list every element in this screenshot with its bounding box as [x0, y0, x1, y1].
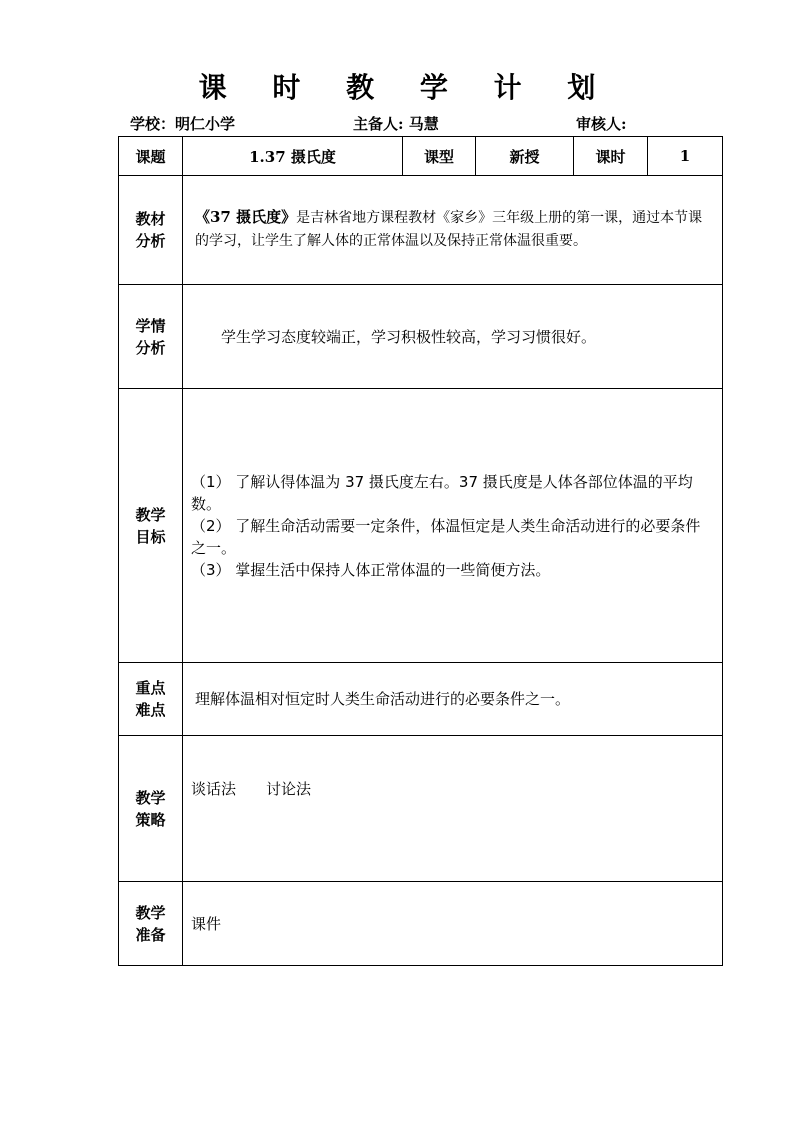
- preparation-row: [119, 882, 723, 966]
- keypoints-row: [119, 663, 723, 736]
- lesson-plan-table: [118, 136, 723, 966]
- page-title: 课 时 教 学 计 划: [198, 71, 614, 104]
- goal-item-1: （1） 了解认得体温为 37 摄氏度左右。37 摄氏度是人体各部位体温的平均数。: [191, 472, 693, 513]
- students-row: [119, 285, 723, 389]
- goals-content: [183, 389, 723, 663]
- reviewer-field: 审核人:: [576, 115, 627, 133]
- material-row: [119, 176, 723, 285]
- strategy-row: [119, 736, 723, 882]
- type-value: 新授: [476, 137, 574, 176]
- topic-value: 1.37 摄氏度: [183, 137, 403, 176]
- keypoints-content: 理解体温相对恒定时人类生命活动进行的必要条件之一。: [183, 663, 723, 736]
- goals-row: [119, 389, 723, 663]
- preparation-content: 课件: [183, 882, 723, 966]
- students-content: 学生学习态度较端正，学习积极性较高，学习习惯很好。: [183, 285, 723, 389]
- strategy-label: 教学 策略: [119, 736, 183, 882]
- material-text: 是吉林省地方课程教材《家乡》三年级上册的第一课，通过本节课的学习，让学生了解人体的正常体温以及保持正常体温很重要。: [195, 210, 703, 249]
- keypoints-label: 重点 难点: [119, 663, 183, 736]
- period-label: 课时: [574, 137, 648, 176]
- strategy-content: 谈话法 讨论法: [183, 736, 723, 882]
- goal-item-3: （3） 掌握生活中保持人体正常体温的一些简便方法。: [191, 560, 551, 579]
- topic-label: 课题: [119, 137, 183, 176]
- material-label: 教材 分析: [119, 176, 183, 285]
- period-value: 1: [648, 137, 723, 176]
- students-label: 学情 分析: [119, 285, 183, 389]
- type-label: 课型: [403, 137, 476, 176]
- material-title: 《37 摄氏度》: [195, 208, 297, 226]
- goals-label: 教学 目标: [119, 389, 183, 663]
- preparation-label: 教学 准备: [119, 882, 183, 966]
- header-row: [119, 137, 723, 176]
- goal-item-2: （2） 了解生命活动需要一定条件，体温恒定是人类生命活动进行的必要条件之一。: [191, 516, 701, 557]
- material-content: [183, 176, 723, 285]
- preparer-field: 主备人: 马慧: [353, 115, 439, 133]
- school-field: 学校：明仁小学: [130, 115, 236, 133]
